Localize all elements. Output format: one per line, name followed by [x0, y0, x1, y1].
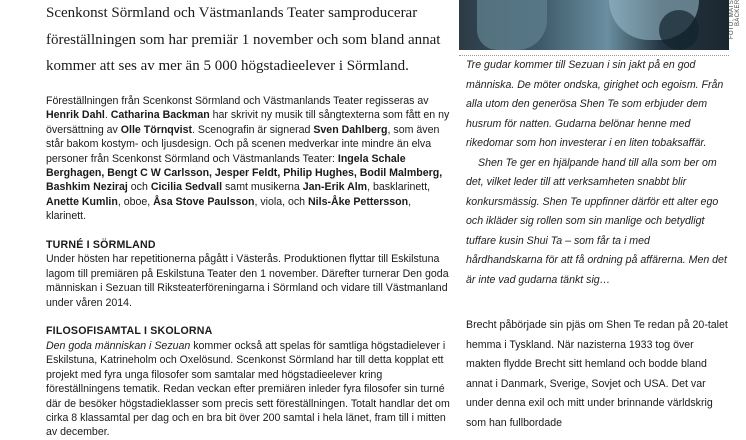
cast-names: Ingela Schale Berghagen, Bengt C W Carlsson, Jesper Feldt, Philip Hughes, Bodil Malmberg, Bashkim Neziraj: [46, 152, 443, 194]
credits-text: och: [127, 181, 151, 194]
credits-text: , klarinett.: [46, 195, 412, 223]
article-body: [46, 94, 452, 440]
caption-paragraph-1: Tre gudar kommer till Sezuan i sin jakt på en god människa. De möter ondska, girighet och egoism. Från alla utom den generösa Shen Te som erbjuder dem husrum för natten. Gudarna belönar henne med rikedomar som hon investerar i en liten tobaksaffär.: [466, 59, 724, 149]
musician-name: Nils-Åke Pettersson: [308, 195, 409, 208]
philosophy-heading: FILOSOFISAMTAL I SKOLORNA: [46, 325, 213, 338]
play-title: Den goda människan i Sezuan: [46, 339, 191, 352]
caption-paragraph-2: Shen Te ger en hjälpande hand till alla som ber om det, vilket leder till att verksamheten snabbt blir konkursmässig. Shen Te uppfinner därför ett alter ego och ikläder sig rollen som sin manlige och betydligt tuffare kusin Shui Ta – som får ta i med hårdhandskarna för att få ordning på affärerna. Men det är inte vad gudarna tänkt sig…: [466, 156, 727, 286]
lede-paragraph: [46, 0, 446, 80]
credits-text: , som även står bakom kostym- och ljusdesign. Och på scenen medverkar inte mindre än elva personer från Scenkonst Sörmland och Västmanlands Teater:: [46, 123, 440, 165]
sidebar-paragraph: Brecht påbörjade sin pjäs om Shen Te redan på 20-talet hemma i Tyskland. När nazisterna 1933 tog över makten flydde Brecht sitt hemland och bodde bland annat i Danmark, Sverige, Sovjet och USA. Det var under denna exil och mitt under brinnande världskrig som han fullbordade: [466, 319, 728, 429]
translator-name: Olle Törnqvist: [120, 123, 193, 136]
set-designer-name: Sven Dahlberg: [313, 123, 388, 136]
credits-text: Föreställningen från Scenkonst Sörmland och Västmanlands Teater regisseras av: [46, 95, 429, 107]
credits-text: , viola, och: [254, 195, 309, 208]
credits-text: .: [104, 109, 111, 122]
photo-caption: [466, 56, 728, 290]
musician-name: Anette Kumlin: [46, 195, 118, 208]
philosophy-paragraph: [46, 339, 452, 440]
lede-text: Scenkonst Sörmland och Västmanlands Teater samproducerar föreställningen som har premiär 1 november och som bland annat kommer att ses av mer än 5 000 högstadieelever i Sörmland.: [46, 5, 441, 74]
director-name: Henrik Dahl: [46, 109, 105, 122]
production-photo: [459, 0, 729, 50]
credits-text: har skrivit ny musik till sångtexterna som fått en ny översättning av: [46, 109, 450, 136]
composer-name: Catharina Backman: [110, 109, 210, 122]
tour-text: Under hösten har repetitionerna pågått i Västerås. Produktionen flyttar till Eskilstuna lagom till premiären på Eskilstuna Teater den 1 november. Därefter turnerar Den goda människan i Sezuan till Riksteaterföreningarna i Sörmland och vidare till Västmanland under våren 2014.: [46, 253, 449, 309]
musician-name: Åsa Stove Paulsson: [153, 195, 255, 208]
tour-heading: TURNÉ I SÖRMLAND: [46, 239, 156, 252]
credits-paragraph: [46, 94, 452, 224]
photo-credit: FOTO: MATS BÄCKER: [729, 0, 741, 40]
credits-text: samt musikerna: [222, 181, 303, 194]
musician-name: Jan-Erik Alm: [302, 181, 368, 194]
cast-name-last: Cicilia Sedvall: [150, 181, 223, 194]
credits-text: , oboe,: [117, 195, 154, 208]
philosophy-text: kommer också att spelas för samtliga högstadielever i Eskilstuna, Katrineholm och Oxelösund. Scenkonst Sörmland har till detta kopplat ett projekt med fyra unga filosofer som samtalar med högstadieelever kring föreställningens tematik. Redan veckan efter premiären inleder fyra filosofer sin turné där de besöker högstadieklasser som precis sett föreställningen. Totalt handlar det om cirka 8 klassamtal per dag och en bra bit över 200 samtal i hela länet, fram till i mitten av december.: [46, 339, 450, 439]
credits-text: . Scenografin är signerad: [192, 123, 314, 136]
credits-text: , basklarinett,: [367, 181, 431, 194]
sidebar-text: [466, 316, 728, 433]
